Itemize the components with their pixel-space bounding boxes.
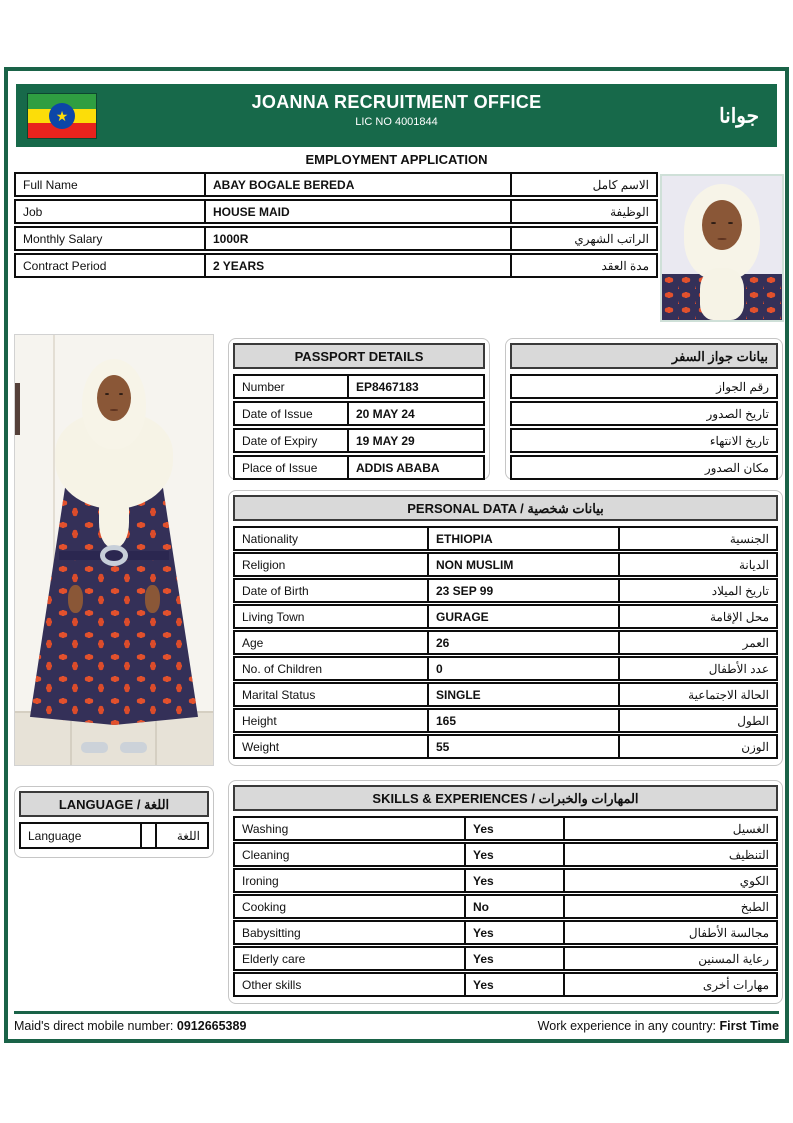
passport-details-table — [233, 374, 485, 480]
passport-details-arabic-table — [510, 374, 778, 480]
personal-data-row — [233, 734, 778, 759]
row-value: 55 — [427, 736, 618, 757]
skills-row — [233, 920, 778, 945]
skills-row — [233, 946, 778, 971]
row-label: Cleaning — [242, 847, 290, 862]
mobile-number-label: Maid's direct mobile number: — [14, 1019, 174, 1033]
application-table-row — [14, 199, 658, 224]
row-label-arabic: عدد الأطفال — [618, 658, 776, 679]
personal-data-table — [233, 526, 778, 759]
personal-data-row — [233, 630, 778, 655]
row-value: Yes — [464, 922, 563, 943]
row-label: Date of Expiry — [242, 433, 318, 448]
portrait-eye-right — [728, 222, 733, 224]
maid-portrait-photo — [660, 174, 784, 322]
row-label: Living Town — [242, 609, 305, 624]
row-value: Yes — [464, 818, 563, 839]
skills-row — [233, 894, 778, 919]
application-table-row — [14, 253, 658, 278]
passport-arabic-table-row — [510, 374, 778, 399]
work-experience-label: Work experience in any country: — [537, 1019, 716, 1033]
row-label-arabic: الغسيل — [563, 818, 776, 839]
row-label: Marital Status — [242, 687, 316, 702]
license-number: LIC NO 4001844 — [355, 116, 438, 128]
photo-face — [97, 375, 131, 421]
row-label: Date of Issue — [242, 406, 313, 421]
row-value: Yes — [464, 844, 563, 865]
photo-eye-right — [119, 393, 123, 395]
row-label-arabic: الطول — [618, 710, 776, 731]
row-label: Job — [23, 204, 43, 219]
row-value: 20 MAY 24 — [347, 403, 483, 424]
row-label: Nationality — [242, 531, 299, 546]
row-value: ETHIOPIA — [427, 528, 618, 549]
row-label: Date of Birth — [242, 583, 309, 598]
portrait-eye-left — [711, 222, 716, 224]
row-value: NON MUSLIM — [427, 554, 618, 575]
personal-data-row — [233, 552, 778, 577]
row-label: Monthly Salary — [23, 231, 103, 246]
row-label-arabic: الجنسية — [618, 528, 776, 549]
row-value: Yes — [464, 974, 563, 995]
row-label-arabic: تاريخ الميلاد — [618, 580, 776, 601]
row-label-arabic: الاسم كامل — [510, 174, 656, 195]
row-label: Ironing — [242, 873, 279, 888]
passport-table-row — [233, 455, 485, 480]
passport-arabic-table-row — [510, 401, 778, 426]
row-value: 19 MAY 29 — [347, 430, 483, 451]
personal-data-header: PERSONAL DATA / بيانات شخصية — [233, 495, 778, 521]
form-title: EMPLOYMENT APPLICATION — [305, 152, 488, 167]
row-label-arabic: الراتب الشهري — [510, 228, 656, 249]
personal-data-row — [233, 526, 778, 551]
row-label: Number — [242, 379, 285, 394]
row-label: No. of Children — [242, 661, 323, 676]
org-title-arabic: جوانا — [719, 105, 759, 127]
personal-data-row — [233, 604, 778, 629]
row-label-arabic: الوظيفة — [510, 201, 656, 222]
row-label: Washing — [242, 821, 289, 836]
photo-sandal-left — [81, 742, 108, 753]
mobile-number-value: 0912665389 — [176, 1019, 247, 1033]
row-label: Weight — [242, 739, 280, 754]
passport-details-section — [228, 338, 490, 480]
row-label-arabic: مكان الصدور — [704, 460, 769, 475]
row-label: Language — [28, 828, 82, 843]
passport-arabic-table-row — [510, 428, 778, 453]
passport-details-arabic-header: بيانات جواز السفر — [510, 343, 778, 369]
row-label-arabic: العمر — [618, 632, 776, 653]
application-table — [14, 172, 658, 280]
row-label-arabic: مهارات أخرى — [563, 974, 776, 995]
row-label: Religion — [242, 557, 286, 572]
work-experience — [538, 1019, 779, 1033]
row-label: Other skills — [242, 977, 302, 992]
row-label-arabic: الكوي — [563, 870, 776, 891]
skills-row — [233, 842, 778, 867]
language-header: LANGUAGE / اللغة — [19, 791, 209, 817]
row-value: 26 — [427, 632, 618, 653]
row-label: Contract Period — [23, 258, 107, 273]
row-label-arabic: اللغة — [155, 824, 207, 847]
personal-data-row — [233, 708, 778, 733]
row-value: ADDIS ABABA — [347, 457, 483, 478]
row-label-arabic: مجالسة الأطفال — [563, 922, 776, 943]
row-label-arabic: تاريخ الانتهاء — [709, 433, 769, 448]
row-label-arabic: رقم الجواز — [716, 379, 769, 394]
application-table-row — [14, 226, 658, 251]
row-label-arabic: الحالة الاجتماعية — [618, 684, 776, 705]
passport-table-row — [233, 428, 485, 453]
row-value: ABAY BOGALE BEREDA — [204, 174, 510, 195]
row-label: Place of Issue — [242, 460, 318, 475]
skills-table — [233, 816, 778, 997]
row-label: Elderly care — [242, 951, 306, 966]
photo-door-edge — [15, 383, 20, 435]
photo-sandal-right — [120, 742, 147, 753]
row-value: Yes — [464, 948, 563, 969]
row-label-arabic: تاريخ الصدور — [706, 406, 769, 421]
personal-data-row — [233, 578, 778, 603]
photo-eye-left — [105, 393, 109, 395]
row-label-arabic: الوزن — [618, 736, 776, 757]
portrait-scarf-front — [700, 268, 744, 320]
row-label-arabic: مدة العقد — [510, 255, 656, 276]
language-value-cell — [140, 824, 155, 847]
row-label-arabic: التنظيف — [563, 844, 776, 865]
passport-details-arabic-section — [505, 338, 783, 480]
row-value: 23 SEP 99 — [427, 580, 618, 601]
mobile-number — [14, 1019, 246, 1033]
row-label: Babysitting — [242, 925, 301, 940]
portrait-face — [702, 200, 742, 250]
portrait-mouth — [718, 238, 727, 240]
row-value: 0 — [427, 658, 618, 679]
footer — [14, 1019, 779, 1033]
skills-row — [233, 816, 778, 841]
skills-row — [233, 972, 778, 997]
row-label-arabic: رعاية المسنين — [563, 948, 776, 969]
row-label: Age — [242, 635, 264, 650]
photo-mouth — [110, 409, 118, 411]
banner-titles — [16, 92, 777, 128]
footer-divider — [14, 1011, 779, 1014]
row-value: SINGLE — [427, 684, 618, 705]
row-value: 2 YEARS — [204, 255, 510, 276]
flag-star-emblem-icon: ★ — [49, 103, 75, 129]
personal-data-row — [233, 682, 778, 707]
personal-data-row — [233, 656, 778, 681]
row-value: 1000R — [204, 228, 510, 249]
org-title: JOANNA RECRUITMENT OFFICE — [251, 92, 542, 112]
photo-hand-right — [145, 585, 160, 613]
row-label-arabic: الديانة — [618, 554, 776, 575]
row-value: Yes — [464, 870, 563, 891]
row-value: No — [464, 896, 563, 917]
language-section — [14, 786, 214, 858]
skills-row — [233, 868, 778, 893]
row-value: GURAGE — [427, 606, 618, 627]
row-label: Full Name — [23, 177, 78, 192]
passport-details-header: PASSPORT DETAILS — [233, 343, 485, 369]
row-label-arabic: محل الإقامة — [618, 606, 776, 627]
row-label: Height — [242, 713, 277, 728]
passport-table-row — [233, 374, 485, 399]
language-row — [19, 822, 209, 849]
row-value: HOUSE MAID — [204, 201, 510, 222]
application-table-row — [14, 172, 658, 197]
skills-section — [228, 780, 783, 1004]
photo-hand-left — [68, 585, 83, 613]
skills-header: SKILLS & EXPERIENCES / المهارات والخبرات — [233, 785, 778, 811]
row-value: EP8467183 — [347, 376, 483, 397]
photo-belt-buckle — [100, 545, 128, 566]
row-label: Cooking — [242, 899, 287, 914]
work-experience-value: First Time — [719, 1019, 779, 1033]
passport-table-row — [233, 401, 485, 426]
passport-arabic-table-row — [510, 455, 778, 480]
row-label-arabic: الطبخ — [563, 896, 776, 917]
personal-data-section — [228, 490, 783, 766]
row-value: 165 — [427, 710, 618, 731]
maid-full-body-photo — [14, 334, 214, 766]
header-banner — [16, 84, 777, 147]
